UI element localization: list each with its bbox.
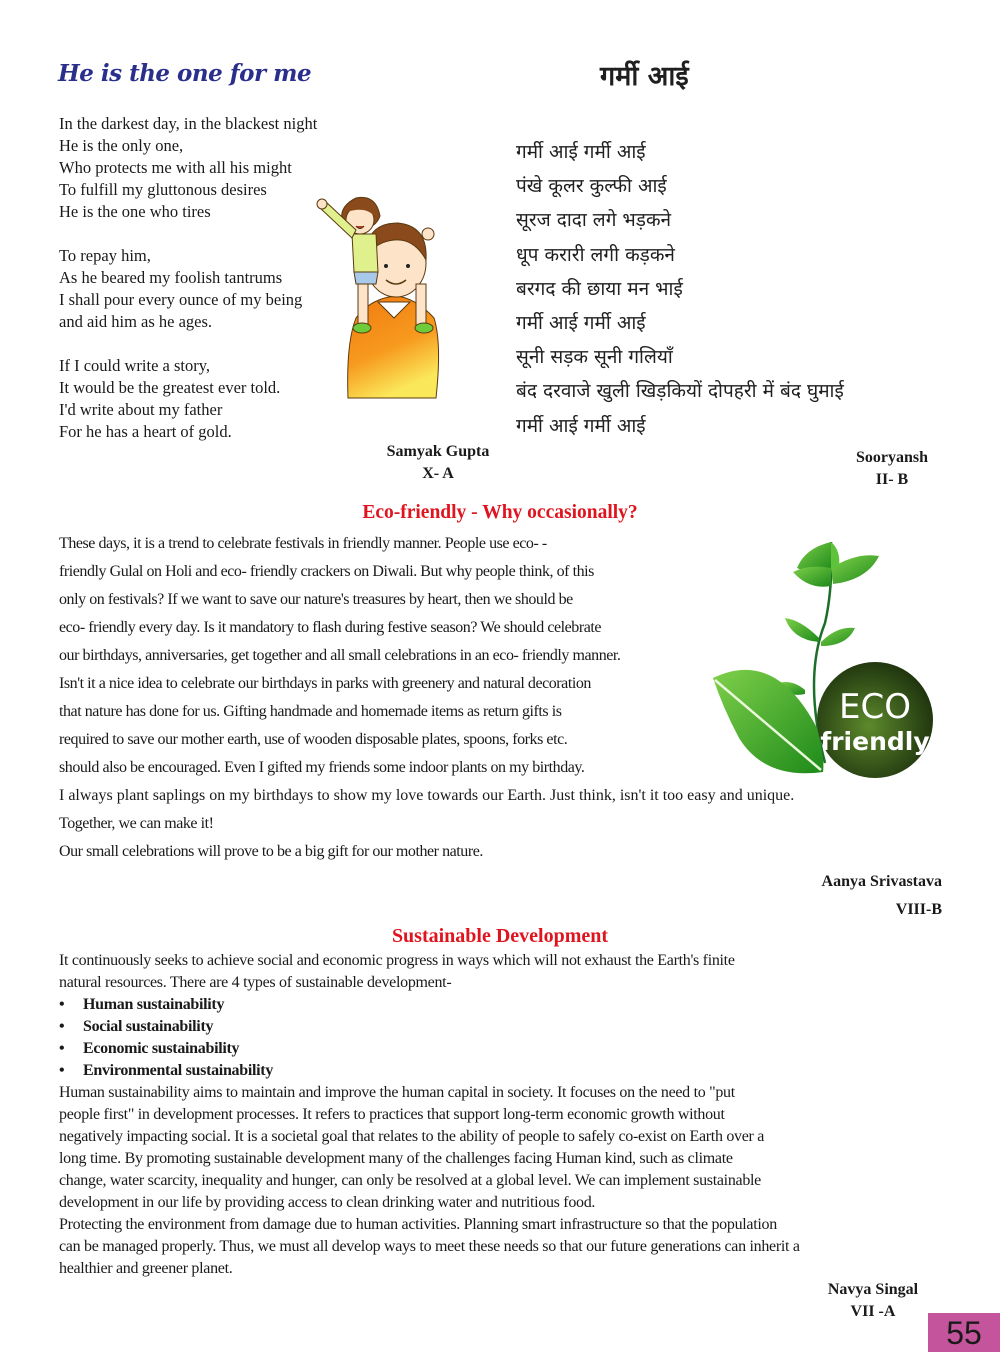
article-line: Together, we can make it! xyxy=(59,815,214,832)
poem-body-english xyxy=(59,113,317,465)
poem-line: सूरज दादा लगे भड़कने xyxy=(516,209,672,232)
author-class: VII -A xyxy=(850,1303,896,1320)
poem-line: सूनी सड़क सूनी गलियाँ xyxy=(516,346,673,369)
list-item-label: Social sustainability xyxy=(83,1018,214,1035)
sustainable-article-author xyxy=(808,1279,938,1323)
poem-line: गर्मी आई गर्मी आई xyxy=(516,141,646,163)
article-line: people first" in development processes. It refers to practices that support long-term economic growth without xyxy=(59,1106,725,1123)
poem-line: and aid him as he ages. xyxy=(59,312,213,331)
poem-stanza xyxy=(59,245,317,333)
poem-stanza xyxy=(59,355,317,443)
bullet-icon: • xyxy=(59,1018,65,1035)
article-line: eco- friendly every day. Is it mandatory to flash during festive season? We should celebrate xyxy=(59,619,601,636)
poem-line: As he beared my foolish tantrums xyxy=(59,268,283,287)
poem-line: धूप करारी लगी कड़कने xyxy=(516,243,675,266)
poem-line: I shall pour every ounce of my being xyxy=(59,290,303,309)
list-item-label: Human sustainability xyxy=(83,996,225,1013)
article-line: long time. By promoting sustainable development many of the challenges facing Human kind, such as climate xyxy=(59,1150,733,1167)
article-line: our birthdays, anniversaries, get together and all small celebrations in an eco- friendly manner. xyxy=(59,647,621,664)
sustainable-article-body xyxy=(59,950,959,1280)
eco-logo-text: ECO xyxy=(839,687,911,727)
list-item-label: Economic sustainability xyxy=(83,1040,240,1057)
poem-author-hindi xyxy=(838,447,946,491)
poem-line: पंखे कूलर कुल्फी आई xyxy=(516,175,667,198)
bullet-icon: • xyxy=(59,1062,65,1079)
poem-title-english: He is the one for me xyxy=(58,60,312,87)
sustainability-types-list xyxy=(59,994,959,1082)
author-class: X- A xyxy=(422,465,454,482)
article-line: friendly Gulal on Holi and eco- friendly crackers on Diwali. But why people think, of this xyxy=(59,563,594,580)
article-line: can be managed properly. Thus, we must all develop ways to meet these needs so that our future generations can inherit a xyxy=(59,1238,800,1255)
bullet-icon: • xyxy=(59,1040,65,1057)
eco-article-author xyxy=(822,868,942,924)
author-name: Aanya Srivastava xyxy=(821,873,942,890)
sustainable-article-title: Sustainable Development xyxy=(391,925,609,947)
article-line: only on festivals? If we want to save our nature's treasures by heart, then we should be xyxy=(59,591,573,608)
list-item xyxy=(59,994,959,1016)
page-number-badge: 55 xyxy=(928,1313,1000,1352)
eco-logo-text: friendly xyxy=(820,727,930,756)
author-name: Navya Singal xyxy=(827,1281,919,1298)
poem-title-hindi: गर्मी आई xyxy=(600,61,689,92)
poem-line: In the darkest day, in the blackest night xyxy=(59,114,318,133)
article-line: Isn't it a nice idea to celebrate our birthdays in parks with greenery and natural decoration xyxy=(59,675,591,692)
poem-line: To fulfill my gluttonous desires xyxy=(59,180,267,199)
article-line: negatively impacting social. It is a societal goal that relates to the ability of people to safely co-exist on Earth over a xyxy=(59,1128,765,1145)
poem-line: Who protects me with all his might xyxy=(59,158,292,177)
list-item xyxy=(59,1060,959,1082)
poem-line: He is the only one, xyxy=(59,136,184,155)
author-name: Samyak Gupta xyxy=(386,443,490,460)
article-line: Protecting the environment from damage due to human activities. Planning smart infrastructure so that the population xyxy=(59,1216,777,1233)
poem-line: गर्मी आई गर्मी आई xyxy=(516,312,646,335)
article-line: natural resources. There are 4 types of sustainable development- xyxy=(59,974,452,991)
author-class: VIII-B xyxy=(895,901,942,918)
poem-line: He is the one who tires xyxy=(59,202,211,221)
list-item xyxy=(59,1016,959,1038)
poem-line: I'd write about my father xyxy=(59,400,223,419)
author-class: II- B xyxy=(875,471,909,488)
article-line: I always plant saplings on my birthdays to show my love towards our Earth. Just think, isn't it too easy and unique. xyxy=(59,787,795,804)
article-line: Our small celebrations will prove to be a big gift for our mother nature. xyxy=(59,843,483,860)
poem-line: For he has a heart of gold. xyxy=(59,422,232,441)
article-line: These days, it is a trend to celebrate festivals in friendly manner. People use eco- - xyxy=(59,535,547,552)
poem-stanza xyxy=(59,113,317,223)
eco-article-body xyxy=(59,530,959,866)
author-name: Sooryansh xyxy=(855,449,929,466)
poem-author-english xyxy=(370,441,506,485)
bullet-icon: • xyxy=(59,996,65,1013)
article-line: change, water scarcity, inequality and hunger, can only be resolved at a global level. We can implement sustainable xyxy=(59,1172,761,1189)
article-line: healthier and greener planet. xyxy=(59,1260,233,1277)
list-item-label: Environmental sustainability xyxy=(83,1062,274,1079)
poem-line: It would be the greatest ever told. xyxy=(59,378,281,397)
father-child-illustration xyxy=(316,168,456,403)
poem-line: बंद दरवाजे खुली खिड़कियों दोपहरी में बंद घुमाई xyxy=(516,380,844,403)
eco-article-title: Eco-friendly - Why occasionally? xyxy=(362,502,638,523)
article-line: Human sustainability aims to maintain and improve the human capital in society. It focuses on the need to "put xyxy=(59,1084,735,1101)
article-line: should also be encouraged. Even I gifted my friends some indoor plants on my birthday. xyxy=(59,759,585,776)
poem-line: To repay him, xyxy=(59,246,151,265)
article-line: It continuously seeks to achieve social and economic progress in ways which will not exhaust the Earth's finite xyxy=(59,952,735,969)
article-line: that nature has done for us. Gifting handmade and homemade items as return gifts is xyxy=(59,703,562,720)
article-line: development in our life by providing access to clean drinking water and nutritious food. xyxy=(59,1194,596,1211)
poem-line: बरगद की छाया मन भाई xyxy=(516,277,683,300)
poem-body-hindi xyxy=(516,135,844,443)
list-item xyxy=(59,1038,959,1060)
article-line: required to save our mother earth, use of wooden disposable plates, spoons, forks etc. xyxy=(59,731,568,748)
poem-line: गर्मी आई गर्मी आई xyxy=(516,414,646,437)
poem-line: If I could write a story, xyxy=(59,356,211,375)
